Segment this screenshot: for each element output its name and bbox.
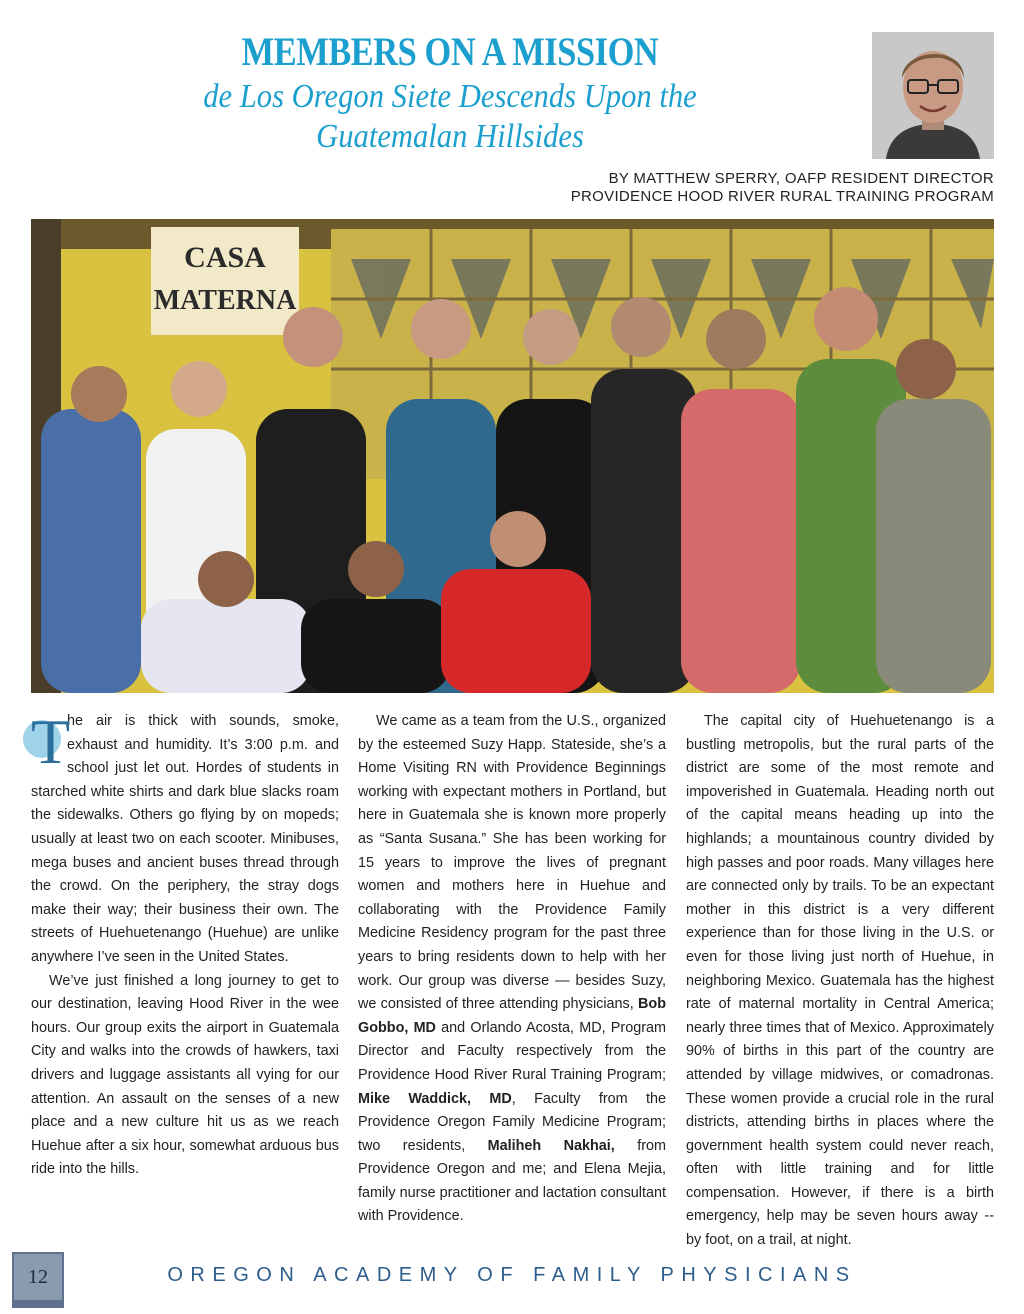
page-number: 12 (12, 1252, 64, 1302)
drop-cap (31, 706, 71, 777)
paragraph-2: We’ve just finished a long journey to get to our destination, leaving Hood River in the wee hours. Our group exits the airport in Guatemala City and walks into the crowds of hawkers, taxi drivers and luggage assistants all vying for our attention. An assault on the senses of a new place and a new culture hit us as we reach Huehue after a six hour, somewhat arduous bus ride into the hills. (31, 972, 339, 1178)
paragraph-4: The capital city of Huehuetenango is a bustling metropolis, but the rural parts of the district are some of the most remote and impoverished in Guatemala. Heading north out of the capital means heading up into the highlands; a mountainous country divided by high passes and poor roads. Many villages here are connected only by trails. To be an expectant mother in this district is a very different experience than for those living in the U.S. or even for those living just north of Huehue, in neighboring Mexico. Guatemala has the highest rate of maternal mortality in Central America; nearly three times that of Mexico. Approximately 90% of births in this part of the country are attended by village midwives, or comadronas. These women provide a crucial role in the rural districts, attending births in places where the government health system could never reach, often with little training and for little compensation. However, if there is a birth emergency, help may be seven hours away -- by foot, on a trail, at night. (686, 713, 994, 1249)
name-bob-gobbo: Bob Gobbo, MD (358, 996, 666, 1036)
sign-materna: MATERNA (153, 285, 297, 316)
name-maliheh-nakhai: Maliheh Nakhai, (487, 1137, 615, 1154)
group-photo (31, 219, 994, 693)
text-segment: and Orlando Acosta, MD, Program Director and Faculty respectively from the Providence Hood River Rural Training Program; (358, 1019, 666, 1083)
name-mike-waddick: Mike Waddick, MD (358, 1090, 512, 1107)
text-segment: from Providence Oregon and me; and Elena Mejia, family nurse practitioner and lactation consultant with Providence. (358, 1137, 667, 1225)
drop-cap-letter: T (31, 706, 71, 777)
article-column-2 (358, 710, 666, 1229)
article-column-3 (686, 710, 994, 1253)
text-segment: , Faculty from the Providence Oregon Family Medicine Program; two residents, (358, 1090, 666, 1154)
paragraph-1: he air is thick with sounds, smoke, exhaust and humidity. It’s 3:00 p.m. and school just let out. Hordes of students in starched white shirts and dark blue slacks roam the sidewalks. Others go flying by on mopeds; usually at least two on each scooter. Minibuses, mega buses and ancient buses thread through the crowd. On the periphery, the stray dogs make their way; their business their own. The streets of Huehuetenango (Huehue) are unlike anywhere I’ve seen in the United States. (31, 713, 339, 965)
byline-author: BY MATTHEW SPERRY, OAFP RESIDENT DIRECTOR (608, 170, 994, 187)
paragraph-3 (358, 710, 666, 1229)
author-headshot (872, 32, 994, 159)
article-column-1 (31, 706, 339, 1182)
article-subtitle (153, 77, 747, 157)
byline-program: PROVIDENCE HOOD RIVER RURAL TRAINING PROGRAM (570, 188, 994, 205)
subtitle-line-1: de Los Oregon Siete Descends Upon the (203, 78, 697, 115)
footer-organization: OREGON ACADEMY OF FAMILY PHYSICIANS (167, 1264, 857, 1286)
text-segment: We came as a team from the U.S., organized by the esteemed Suzy Happ. Stateside, she’s a Home Visiting RN with Providence Beginnings working with expectant mothers in Portland, but here in Guatemala she is known more properly as “Santa Susana.” She has been working for 15 years to improve the lives of pregnant women and mothers here in Huehue and collaborating with the Providence Family Medicine Residency program for the past three years to bring residents down to help with her work. Our group was diverse — besides Suzy, we consisted of three attending physicians, (358, 713, 666, 1013)
byline (294, 170, 994, 206)
page-number-underline (12, 1302, 64, 1308)
subtitle-line-2: Guatemalan Hillsides (316, 118, 584, 155)
sign-casa: CASA (184, 241, 266, 274)
article-title: MEMBERS ON A MISSION (241, 29, 659, 74)
